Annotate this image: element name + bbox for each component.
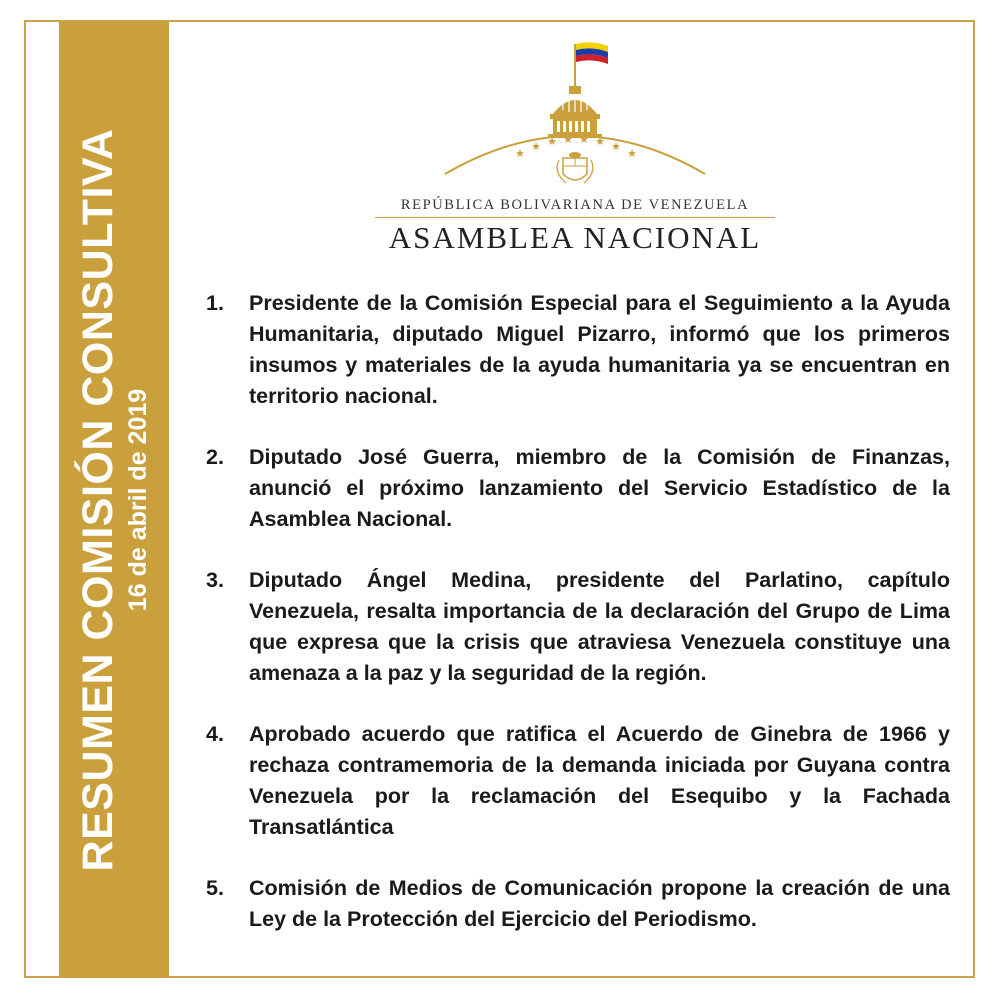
svg-text:★: ★	[563, 133, 573, 146]
item-number: 5.	[206, 876, 224, 900]
svg-text:★: ★	[627, 147, 637, 160]
sidebar-date: 16 de abril de 2019	[123, 388, 152, 612]
capitol-dome-logo-icon	[370, 36, 780, 196]
item-text: Comisión de Medios de Comunicación propone la creación de una Ley de la Protección del Ejercicio del Periodismo.	[249, 876, 950, 931]
item-text: Diputado José Guerra, miembro de la Comisión de Finanzas, anunció el próximo lanzamiento del Servicio Estadístico de la Asamblea Nacional.	[249, 445, 950, 531]
republic-name: REPÚBLICA BOLIVARIANA DE VENEZUELA	[400, 197, 750, 213]
item-number: 2.	[206, 445, 224, 469]
item-number: 4.	[206, 722, 224, 746]
svg-text:★: ★	[547, 135, 557, 148]
svg-text:★: ★	[611, 140, 621, 153]
sidebar-title: RESUMEN COMISIÓN CONSULTIVA	[74, 128, 123, 872]
svg-text:★: ★	[531, 140, 541, 153]
assembly-logo	[370, 36, 780, 256]
assembly-name: ASAMBLEA NACIONAL	[388, 220, 762, 255]
summary-list	[200, 288, 950, 965]
item-text: Presidente de la Comisión Especial para el Seguimiento a la Ayuda Humanitaria, diputado Miguel Pizarro, informó que los primeros insumos y materiales de la ayuda humanitaria ya se encuentran en territorio nacional.	[249, 291, 950, 408]
item-number: 3.	[206, 568, 224, 592]
item-number: 1.	[206, 291, 224, 315]
list-item	[200, 288, 950, 412]
logo-divider	[375, 217, 775, 218]
svg-text:★: ★	[595, 135, 605, 148]
svg-text:★: ★	[515, 147, 525, 160]
list-item	[200, 873, 950, 935]
item-text: Diputado Ángel Medina, presidente del Parlatino, capítulo Venezuela, resalta importancia de la declaración del Grupo de Lima que expresa que la crisis que atraviesa Venezuela constituye una amenaza a la paz y la seguridad de la región.	[249, 568, 950, 685]
list-item	[200, 565, 950, 689]
svg-text:★: ★	[579, 133, 589, 146]
sidebar-text	[59, 60, 169, 940]
list-item	[200, 719, 950, 843]
item-text: Aprobado acuerdo que ratifica el Acuerdo de Ginebra de 1966 y rechaza contramemoria de la demanda iniciada por Guyana contra Venezuela por la reclamación del Esequibo y la Fachada Transatlántica	[249, 722, 950, 839]
list-item	[200, 442, 950, 535]
